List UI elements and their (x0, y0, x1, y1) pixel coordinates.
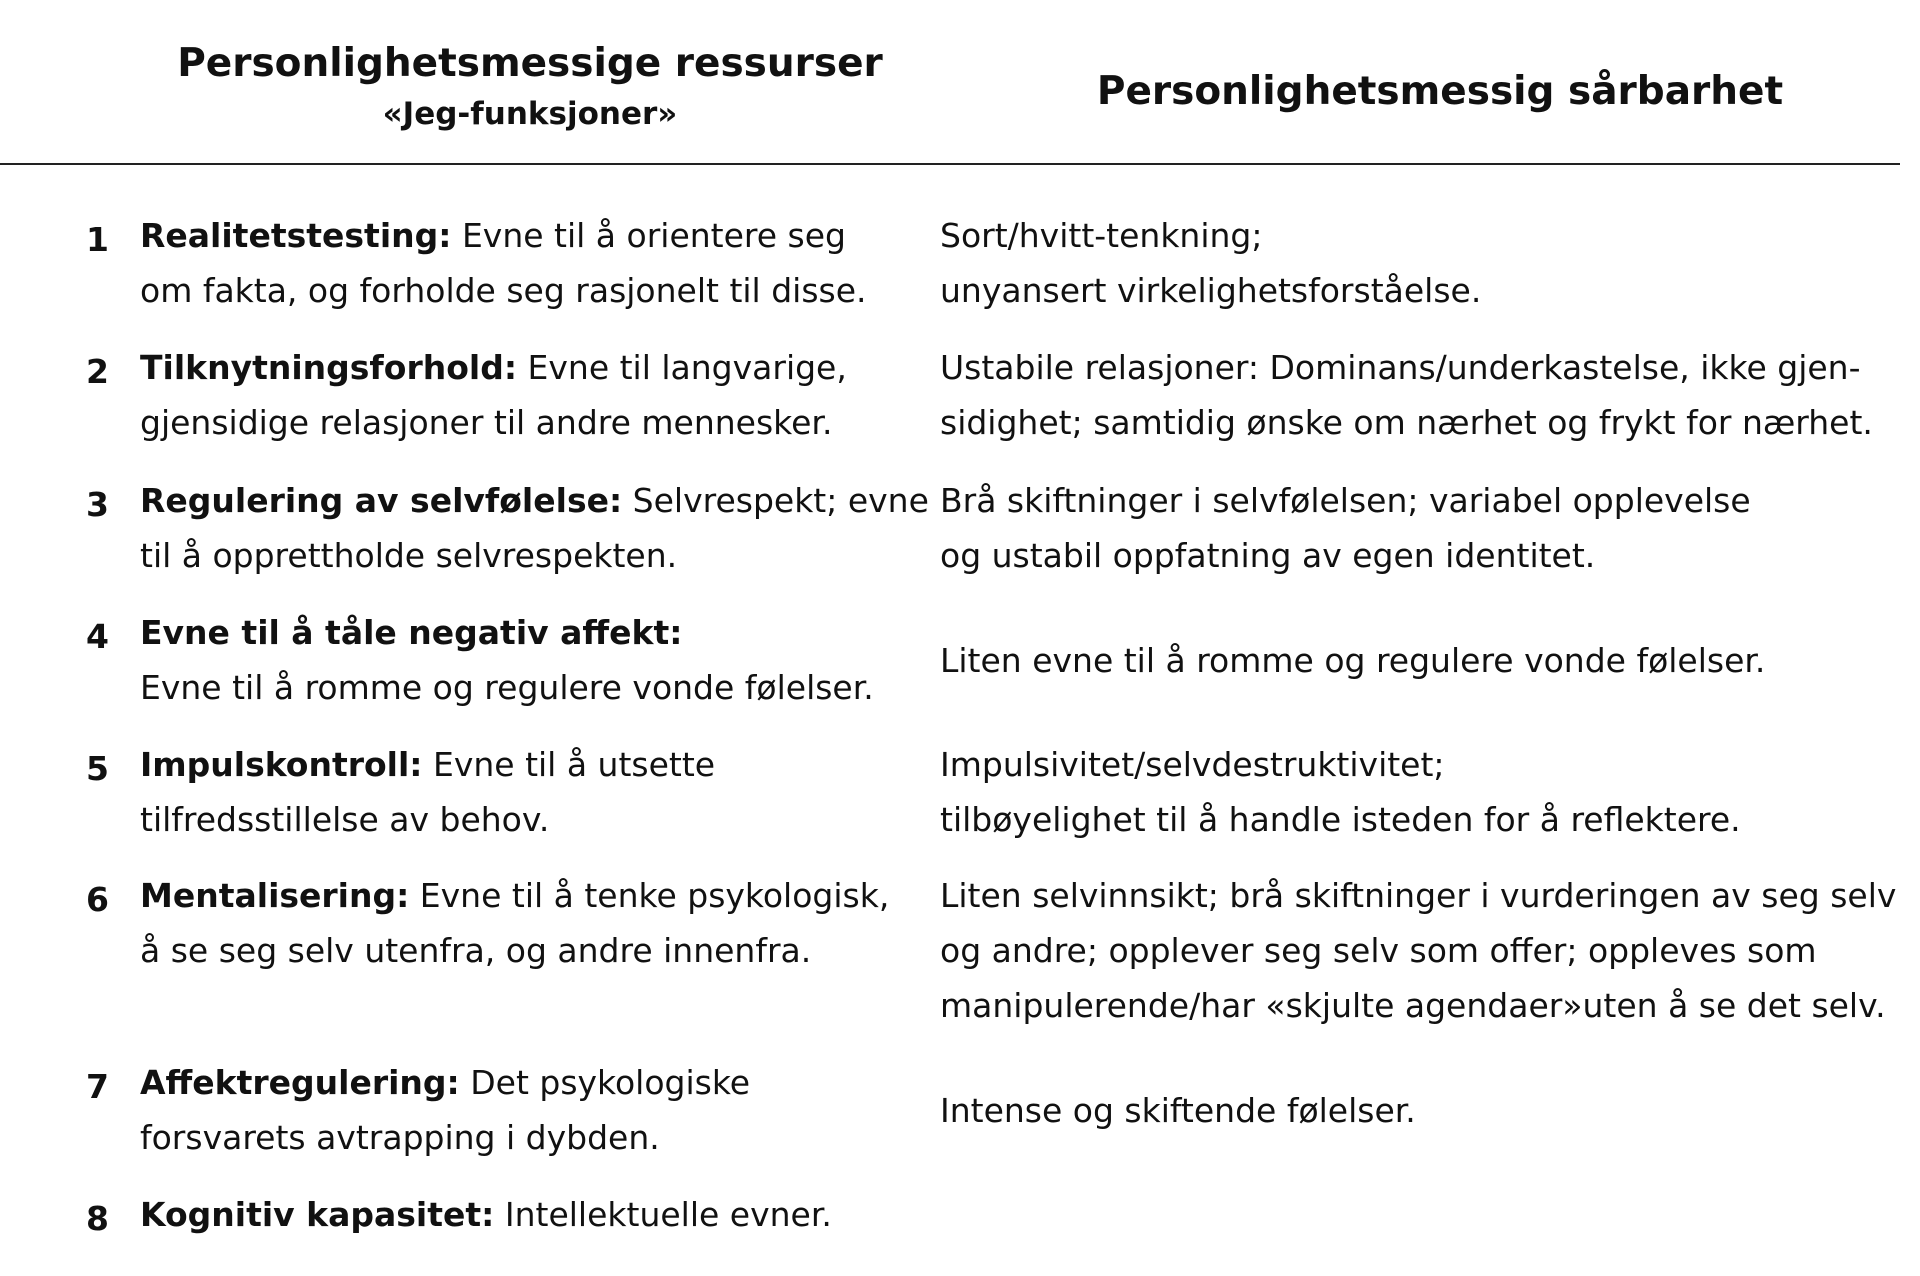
resource-line (140, 605, 930, 660)
resource-cell (140, 473, 930, 583)
resource-term: Kognitiv kapasitet: (140, 1195, 495, 1234)
vulnerability-line: og andre; opplever seg selv som offer; oppleves som (940, 931, 1817, 970)
resource-term: Realitetstesting: (140, 216, 452, 255)
vulnerability-line: Liten evne til å romme og regulere vonde følelser. (940, 641, 1766, 680)
row-number: 2 (86, 352, 109, 391)
vulnerability-cell (940, 340, 1900, 450)
resource-cell (140, 340, 930, 450)
row-number: 3 (86, 485, 109, 524)
vulnerability-line: Intense og skiftende følelser. (940, 1091, 1416, 1130)
vulnerability-line: Ustabile relasjoner: Dominans/underkastelse, ikke gjen- (940, 348, 1861, 387)
resource-line: tilfredsstillelse av behov. (140, 800, 550, 839)
resource-line: forsvarets avtrapping i dybden. (140, 1118, 660, 1157)
row-number: 7 (86, 1067, 109, 1106)
row-number: 8 (86, 1199, 109, 1238)
resource-line: Evne til å romme og regulere vonde følelser. (140, 668, 874, 707)
vulnerability-cell (940, 1083, 1900, 1138)
resources-subtitle: «Jeg-funksjoner» (382, 96, 678, 132)
resource-line: Tilknytningsforhold: Evne til langvarige, (140, 348, 847, 387)
resource-cell (140, 868, 930, 978)
resource-line: til å opprettholde selvrespekten. (140, 536, 678, 575)
vulnerability-line: sidighet; samtidig ønske om nærhet og frykt for nærhet. (940, 403, 1873, 442)
resource-line: gjensidige relasjoner til andre mennesker. (140, 403, 833, 442)
vulnerability-column-header (1030, 66, 1850, 118)
vulnerability-cell (940, 633, 1900, 688)
vulnerability-title: Personlighetsmessig sårbarhet (1096, 69, 1784, 114)
resource-line: Mentalisering: Evne til å tenke psykologisk, (140, 876, 890, 915)
row-number: 4 (86, 617, 109, 656)
resource-term: Evne til å tåle negativ affekt: (140, 613, 683, 652)
resource-line: om fakta, og forholde seg rasjonelt til disse. (140, 271, 867, 310)
vulnerability-line: unyansert virkelighetsforståelse. (940, 271, 1482, 310)
vulnerability-line: Sort/hvitt-tenkning; (940, 216, 1263, 255)
row-number: 5 (86, 749, 109, 788)
resource-term: Impulskontroll: (140, 745, 423, 784)
resource-cell (140, 1187, 930, 1242)
resource-cell (140, 605, 930, 715)
vulnerability-line: og ustabil oppfatning av egen identitet. (940, 536, 1596, 575)
resource-line: Realitetstesting: Evne til å orientere seg (140, 216, 846, 255)
resource-term: Mentalisering: (140, 876, 410, 915)
resource-line: Kognitiv kapasitet: Intellektuelle evner. (140, 1195, 832, 1234)
vulnerability-line: manipulerende/har «skjulte agendaer»uten å se det selv. (940, 986, 1886, 1025)
resource-term: Regulering av selvfølelse: (140, 481, 623, 520)
vulnerability-cell (940, 473, 1900, 583)
resource-line: å se seg selv utenfra, og andre innenfra. (140, 931, 812, 970)
vulnerability-cell (940, 868, 1900, 1033)
vulnerability-cell (940, 737, 1900, 847)
resource-line: Affektregulering: Det psykologiske (140, 1063, 751, 1102)
header-divider (0, 163, 1900, 165)
row-number: 6 (86, 880, 109, 919)
resource-line: Regulering av selvfølelse: Selvrespekt; evne (140, 481, 929, 520)
vulnerability-line: Brå skiftninger i selvfølelsen; variabel opplevelse (940, 481, 1751, 520)
resource-line: Impulskontroll: Evne til å utsette (140, 745, 716, 784)
vulnerability-line: Liten selvinnsikt; brå skiftninger i vurderingen av seg selv (940, 876, 1897, 915)
vulnerability-cell (940, 208, 1900, 318)
resources-title: Personlighetsmessige ressurser (177, 41, 883, 86)
resource-cell (140, 737, 930, 847)
resources-column-header (130, 38, 930, 138)
resource-term: Affektregulering: (140, 1063, 460, 1102)
vulnerability-line: Impulsivitet/selvdestruktivitet; (940, 745, 1445, 784)
row-number: 1 (86, 220, 109, 259)
resource-cell (140, 1055, 930, 1165)
resource-cell (140, 208, 930, 318)
vulnerability-line: tilbøyelighet til å handle isteden for å reflektere. (940, 800, 1741, 839)
resource-term: Tilknytningsforhold: (140, 348, 518, 387)
